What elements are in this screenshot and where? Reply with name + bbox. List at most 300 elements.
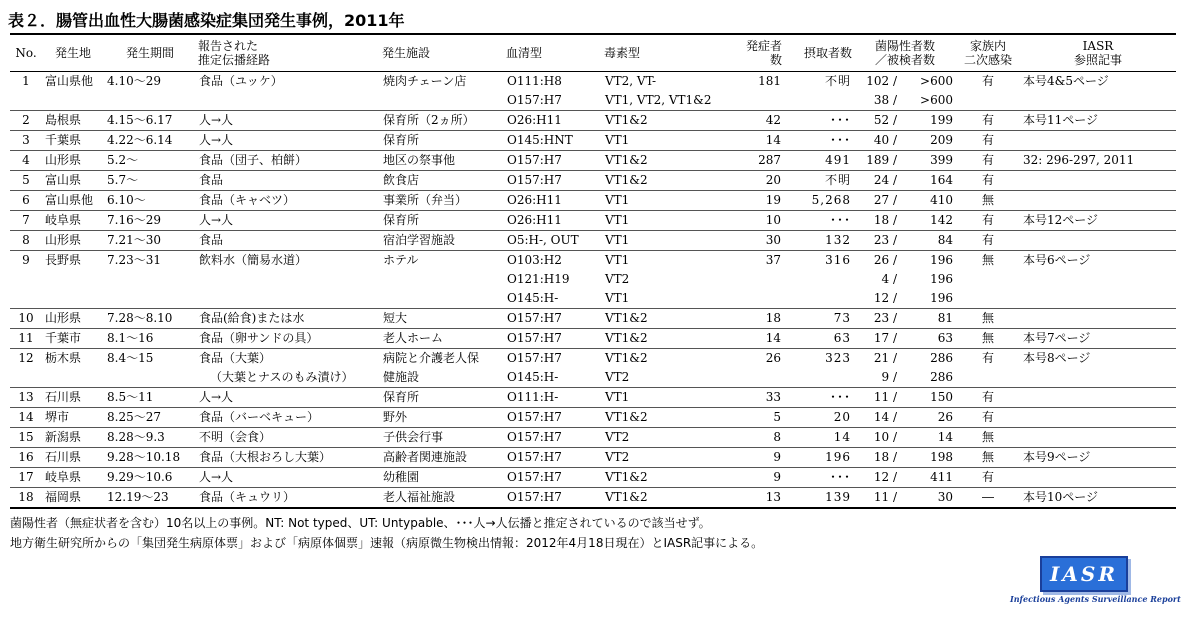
cell-family: 有 (956, 211, 1020, 231)
cell-intake: ･･･ (784, 468, 854, 488)
cell-cases: 9 (720, 468, 784, 488)
cell-cases: 8 (720, 428, 784, 448)
cell-iasr: 32: 296-297, 2011 (1020, 151, 1176, 171)
cell-family: 無 (956, 191, 1020, 211)
cell-no: 1 (10, 72, 42, 92)
cell-tested: 411 (900, 468, 956, 488)
cell-period: 12.19～23 (104, 488, 196, 509)
cell-intake: 不明 (784, 72, 854, 92)
cell-family: 無 (956, 448, 1020, 468)
cell-family: 有 (956, 151, 1020, 171)
cell-facility: 事業所（弁当） (380, 191, 504, 211)
cell-cases: 14 (720, 329, 784, 349)
cell-facility (380, 289, 504, 309)
cell-tested: >600 (900, 72, 956, 92)
cell-place: 岐阜県 (42, 211, 104, 231)
cell-intake: ･･･ (784, 111, 854, 131)
cell-family: 有 (956, 111, 1020, 131)
cell-period: 8.4～15 (104, 349, 196, 369)
cell-toxin: VT1 (602, 191, 720, 211)
cell-period: 5.2～ (104, 151, 196, 171)
cell-iasr (1020, 191, 1176, 211)
cell-period: 4.10～29 (104, 72, 196, 92)
cell-iasr (1020, 289, 1176, 309)
header-iasr: IASR 参照記事 (1020, 34, 1176, 72)
header-serotype: 血清型 (504, 34, 602, 72)
cell-period: 4.15～6.17 (104, 111, 196, 131)
cell-toxin: VT2 (605, 272, 630, 286)
header-facility: 発生施設 (380, 34, 504, 72)
cell-no: 14 (10, 408, 42, 428)
cell-no: 8 (10, 231, 42, 251)
cell-facility: 幼稚園 (380, 468, 504, 488)
cell-facility (380, 91, 504, 111)
cell-toxin: VT1&2 (602, 329, 720, 349)
cell-intake: 20 (784, 408, 854, 428)
cell-positive: 18 / (854, 448, 900, 468)
cell-route: 食品（ユッケ） (196, 72, 380, 92)
table-row (10, 448, 1176, 468)
cell-serotype: O121:H19 (507, 272, 570, 286)
table-row (10, 488, 1176, 509)
cell-no: 15 (10, 428, 42, 448)
cell-iasr (1020, 171, 1176, 191)
cell-iasr (1020, 428, 1176, 448)
cell-serotype: O157:H7 (504, 151, 602, 171)
cell-period: 9.29～10.6 (104, 468, 196, 488)
cell-intake (784, 270, 854, 289)
cell-toxin: VT1 (602, 251, 720, 271)
cell-route: 食品(給食)または水 (196, 309, 380, 329)
cell-route: 食品（バーベキュー） (196, 408, 380, 428)
header-period: 発生期間 (104, 34, 196, 72)
cell-positive: 18 / (854, 211, 900, 231)
table-row (10, 191, 1176, 211)
cell-toxin: VT1&2 (602, 309, 720, 329)
cell-tested: >600 (920, 93, 954, 107)
cell-toxin: VT1&2 (602, 488, 720, 509)
cell-family (956, 91, 1020, 111)
table-row (10, 211, 1176, 231)
cell-tested: 286 (900, 349, 956, 369)
cell-family: 有 (956, 231, 1020, 251)
cell-tested: 81 (900, 309, 956, 329)
cell-tested: 63 (900, 329, 956, 349)
cell-route (196, 91, 380, 111)
header-no: No. (10, 34, 42, 72)
cell-period: 4.22～6.14 (104, 131, 196, 151)
page-title: 表２．腸管出血性大腸菌感染症集団発生事例，2011年 (8, 11, 405, 30)
cell-facility: 子供会行事 (380, 428, 504, 448)
cell-serotype: O26:H11 (504, 211, 602, 231)
cell-positive: 21 / (854, 349, 900, 369)
cell-cases: 181 (720, 72, 784, 92)
cell-serotype: O5:H-, OUT (504, 231, 602, 251)
cell-serotype: O157:H7 (504, 349, 602, 369)
cell-iasr (1020, 368, 1176, 388)
cell-place: 栃木県 (42, 349, 104, 369)
header-place: 発生地 (42, 34, 104, 72)
cell-family: 有 (956, 72, 1020, 92)
cell-route: 食品（キャベツ） (196, 191, 380, 211)
header-toxin: 毒素型 (602, 34, 720, 72)
cell-place: 富山県他 (42, 72, 104, 92)
cell-route (196, 289, 380, 309)
header-family: 家族内 二次感染 (956, 34, 1020, 72)
cell-toxin: VT1&2 (602, 408, 720, 428)
cell-toxin: VT2 (602, 448, 720, 468)
cell-iasr (1020, 468, 1176, 488)
cell-family (956, 270, 1020, 289)
table-row (10, 231, 1176, 251)
cell-serotype: O111:H- (504, 388, 602, 408)
cell-place (42, 270, 104, 289)
cell-no: 10 (10, 309, 42, 329)
cell-positive: 11 / (854, 488, 900, 509)
cell-iasr: 本号8ページ (1020, 349, 1176, 369)
cell-tested: 14 (900, 428, 956, 448)
cell-place: 富山県他 (42, 191, 104, 211)
cell-period (104, 368, 196, 388)
cell-route: 不明（会食） (196, 428, 380, 448)
cell-tested: 26 (900, 408, 956, 428)
cell-cases: 42 (720, 111, 784, 131)
cell-intake: 73 (784, 309, 854, 329)
cell-cases: 5 (720, 408, 784, 428)
table-row (10, 388, 1176, 408)
cell-period: 7.28～8.10 (104, 309, 196, 329)
cell-positive: 52 / (854, 111, 900, 131)
cell-facility: 保育所 (380, 131, 504, 151)
cell-facility: 飲食店 (380, 171, 504, 191)
cell-positive: 23 / (854, 309, 900, 329)
cell-cases: 30 (720, 231, 784, 251)
cell-positive: 4 / (881, 272, 897, 286)
cell-positive: 189 / (854, 151, 900, 171)
cell-place: 石川県 (42, 448, 104, 468)
cell-facility: 老人福祉施設 (380, 488, 504, 509)
cell-toxin: VT1&2 (602, 171, 720, 191)
cell-period: 6.10～ (104, 191, 196, 211)
cell-positive: 24 / (854, 171, 900, 191)
cell-tested: 84 (900, 231, 956, 251)
cell-no: 3 (10, 131, 42, 151)
cell-place: 富山県 (42, 171, 104, 191)
cell-positive: 10 / (854, 428, 900, 448)
cell-period: 7.16～29 (104, 211, 196, 231)
cell-iasr (1020, 408, 1176, 428)
cell-tested: 164 (900, 171, 956, 191)
cell-serotype: O157:H7 (504, 309, 602, 329)
table-row (10, 468, 1176, 488)
cell-route: 人→人 (196, 468, 380, 488)
cell-facility: 保育所 (380, 388, 504, 408)
cell-place (42, 91, 104, 111)
cell-intake: 5,268 (784, 191, 854, 211)
cell-toxin: VT1 (602, 231, 720, 251)
cell-serotype: O157:H7 (504, 488, 602, 509)
cell-iasr: 本号12ページ (1020, 211, 1176, 231)
cell-cases: 18 (720, 309, 784, 329)
cell-serotype: O157:H7 (504, 329, 602, 349)
cell-iasr: 本号6ページ (1020, 251, 1176, 271)
cell-cases: 37 (720, 251, 784, 271)
cell-intake: ･･･ (784, 388, 854, 408)
cell-route: （大葉とナスのもみ漬け） (210, 370, 354, 384)
cell-place: 岐阜県 (42, 468, 104, 488)
cell-serotype: O157:H7 (504, 171, 602, 191)
cell-serotype: O157:H7 (504, 448, 602, 468)
cell-facility: 健施設 (383, 370, 420, 384)
cell-cases: 13 (720, 488, 784, 509)
cell-positive: 12 / (873, 291, 897, 305)
cell-period: 8.28～9.3 (104, 428, 196, 448)
cell-iasr (1020, 131, 1176, 151)
cell-tested: 196 (930, 272, 954, 286)
cell-period: 5.7～ (104, 171, 196, 191)
cell-no: 2 (10, 111, 42, 131)
cell-period: 9.28～10.18 (104, 448, 196, 468)
header-route: 報告された 推定伝播経路 (196, 34, 380, 72)
cell-iasr: 本号11ページ (1020, 111, 1176, 131)
cell-cases: 20 (720, 171, 784, 191)
cell-route: 人→人 (196, 211, 380, 231)
cell-serotype: O157:H7 (504, 408, 602, 428)
cell-route: 食品（大葉） (196, 349, 380, 369)
cell-cases (720, 91, 784, 111)
cell-facility: 地区の祭事他 (380, 151, 504, 171)
cell-facility: 病院と介護老人保 (380, 349, 504, 369)
cell-toxin: VT1&2 (602, 349, 720, 369)
cell-cases: 19 (720, 191, 784, 211)
cell-route: 食品（卵サンドの具） (196, 329, 380, 349)
cell-iasr (1020, 309, 1176, 329)
cell-serotype: O26:H11 (504, 111, 602, 131)
cell-positive: 14 / (854, 408, 900, 428)
header-positive-tested: 菌陽性者数 ／被検者数 (854, 34, 956, 72)
table-body (10, 72, 1176, 509)
cell-serotype: O26:H11 (504, 191, 602, 211)
cell-facility: 保育所 (380, 211, 504, 231)
cell-place: 長野県 (42, 251, 104, 271)
cell-positive: 9 / (881, 370, 897, 384)
cell-family: 有 (956, 131, 1020, 151)
cell-route (196, 270, 380, 289)
header-cases: 発症者 数 (720, 34, 784, 72)
cell-no: 17 (10, 468, 42, 488)
table-row (10, 151, 1176, 171)
cell-intake: 不明 (784, 171, 854, 191)
cell-intake: ･･･ (784, 211, 854, 231)
cell-tested: 209 (900, 131, 956, 151)
cell-positive: 40 / (854, 131, 900, 151)
table-row (10, 428, 1176, 448)
cell-cases (720, 270, 784, 289)
cell-period: 7.23～31 (104, 251, 196, 271)
cell-tested: 150 (900, 388, 956, 408)
cell-iasr (1020, 91, 1176, 111)
cell-tested: 196 (930, 291, 954, 305)
table-row (10, 251, 1176, 271)
cell-intake: 14 (784, 428, 854, 448)
cell-toxin: VT1 (602, 131, 720, 151)
cell-place (42, 289, 104, 309)
cell-tested: 30 (900, 488, 956, 509)
cell-place: 堺市 (42, 408, 104, 428)
iasr-logo-subtitle: Infectious Agents Surveillance Report (1010, 594, 1181, 604)
cell-intake (784, 91, 854, 111)
cell-family: 有 (956, 468, 1020, 488)
cell-facility: 保育所（2ヵ所） (380, 111, 504, 131)
cell-period (104, 270, 196, 289)
cell-period: 7.21～30 (104, 231, 196, 251)
cell-positive: 12 / (854, 468, 900, 488)
cell-tested: 198 (900, 448, 956, 468)
cell-period: 8.25～27 (104, 408, 196, 428)
table-row (10, 270, 1176, 289)
footnotes (10, 513, 763, 553)
cell-no: 12 (10, 349, 42, 369)
cell-iasr: 本号10ページ (1020, 488, 1176, 509)
cell-place: 山形県 (42, 151, 104, 171)
cell-positive: 17 / (854, 329, 900, 349)
cell-route: 食品（団子、柏餅） (196, 151, 380, 171)
cell-iasr (1020, 270, 1176, 289)
cell-facility: 高齢者関連施設 (380, 448, 504, 468)
iasr-logo: IASR (1040, 556, 1128, 592)
cell-iasr: 本号9ページ (1020, 448, 1176, 468)
cell-intake: ･･･ (784, 131, 854, 151)
table-row (10, 131, 1176, 151)
cell-toxin: VT1&2 (602, 151, 720, 171)
cell-no (10, 368, 42, 388)
cell-route: 食品 (196, 171, 380, 191)
cell-facility: 短大 (380, 309, 504, 329)
table-row (10, 72, 1176, 92)
cell-family: 有 (956, 171, 1020, 191)
cell-cases: 10 (720, 211, 784, 231)
cell-serotype: O145:H- (507, 370, 559, 384)
cell-positive: 11 / (854, 388, 900, 408)
cell-serotype: O145:H- (507, 291, 559, 305)
cell-period (104, 289, 196, 309)
cell-facility: 宿泊学習施設 (380, 231, 504, 251)
cell-place: 山形県 (42, 231, 104, 251)
cell-no: 7 (10, 211, 42, 231)
cell-tested: 399 (900, 151, 956, 171)
cell-intake: 491 (784, 151, 854, 171)
cell-serotype: O157:H7 (507, 93, 562, 107)
cell-family: ― (956, 488, 1020, 509)
cell-toxin: VT1&2 (602, 111, 720, 131)
table-row (10, 289, 1176, 309)
footnote-1: 菌陽性者（無症状者を含む）10名以上の事例。NT: Not typed、UT: Untypable、･･･人→人伝播と推定されているので該当せず。 (10, 516, 711, 530)
cell-route: 食品（キュウリ） (196, 488, 380, 509)
cell-positive: 102 / (854, 72, 900, 92)
cell-tested: 410 (900, 191, 956, 211)
table-row (10, 91, 1176, 111)
cell-tested: 142 (900, 211, 956, 231)
cell-place: 石川県 (42, 388, 104, 408)
outbreak-table (10, 33, 1176, 509)
cell-tested: 196 (900, 251, 956, 271)
cell-intake: 323 (784, 349, 854, 369)
cell-place: 山形県 (42, 309, 104, 329)
cell-family: 無 (956, 309, 1020, 329)
cell-toxin: VT1 (602, 388, 720, 408)
cell-serotype: O145:HNT (504, 131, 602, 151)
table-row (10, 368, 1176, 388)
cell-serotype: O103:H2 (504, 251, 602, 271)
cell-positive: 38 / (873, 93, 897, 107)
cell-facility (380, 270, 504, 289)
cell-family: 有 (956, 388, 1020, 408)
cell-place: 新潟県 (42, 428, 104, 448)
cell-intake: 139 (784, 488, 854, 509)
table-header-row (10, 34, 1176, 72)
cell-period: 8.5～11 (104, 388, 196, 408)
cell-facility: 野外 (380, 408, 504, 428)
cell-route: 人→人 (196, 131, 380, 151)
cell-toxin: VT2 (605, 370, 630, 384)
cell-no: 5 (10, 171, 42, 191)
cell-cases: 9 (720, 448, 784, 468)
cell-no: 18 (10, 488, 42, 509)
cell-iasr: 本号7ページ (1020, 329, 1176, 349)
cell-toxin: VT1 (605, 291, 630, 305)
cell-no: 6 (10, 191, 42, 211)
cell-route: 人→人 (196, 388, 380, 408)
cell-serotype: O157:H7 (504, 468, 602, 488)
cell-family (956, 368, 1020, 388)
cell-intake: 316 (784, 251, 854, 271)
cell-cases (720, 289, 784, 309)
table-row (10, 329, 1176, 349)
table-row (10, 408, 1176, 428)
cell-cases: 26 (720, 349, 784, 369)
cell-intake (784, 368, 854, 388)
cell-cases: 33 (720, 388, 784, 408)
cell-facility: 焼肉チェーン店 (380, 72, 504, 92)
cell-positive: 23 / (854, 231, 900, 251)
cell-period: 8.1～16 (104, 329, 196, 349)
cell-family: 有 (956, 408, 1020, 428)
cell-intake: 132 (784, 231, 854, 251)
cell-cases: 14 (720, 131, 784, 151)
cell-family: 無 (956, 428, 1020, 448)
cell-route: 飲料水（簡易水道） (196, 251, 380, 271)
cell-place: 島根県 (42, 111, 104, 131)
cell-family (956, 289, 1020, 309)
cell-route: 食品（大根おろし大葉） (196, 448, 380, 468)
cell-positive: 26 / (854, 251, 900, 271)
cell-iasr: 本号4&5ページ (1020, 72, 1176, 92)
cell-tested: 286 (930, 370, 954, 384)
table-row (10, 309, 1176, 329)
cell-toxin: VT2, VT- (602, 72, 720, 92)
cell-no: 13 (10, 388, 42, 408)
cell-no: 4 (10, 151, 42, 171)
footnote-2: 地方衛生研究所からの「集団発生病原体票」および「病原体個票」速報（病原微生物検出情報：2012年4月18日現在）とIASR記事による。 (10, 536, 764, 550)
cell-period (104, 91, 196, 111)
cell-route: 食品 (196, 231, 380, 251)
cell-no (10, 270, 42, 289)
table-row (10, 349, 1176, 369)
cell-iasr (1020, 388, 1176, 408)
cell-no: 16 (10, 448, 42, 468)
cell-route: 人→人 (196, 111, 380, 131)
cell-cases: 287 (720, 151, 784, 171)
